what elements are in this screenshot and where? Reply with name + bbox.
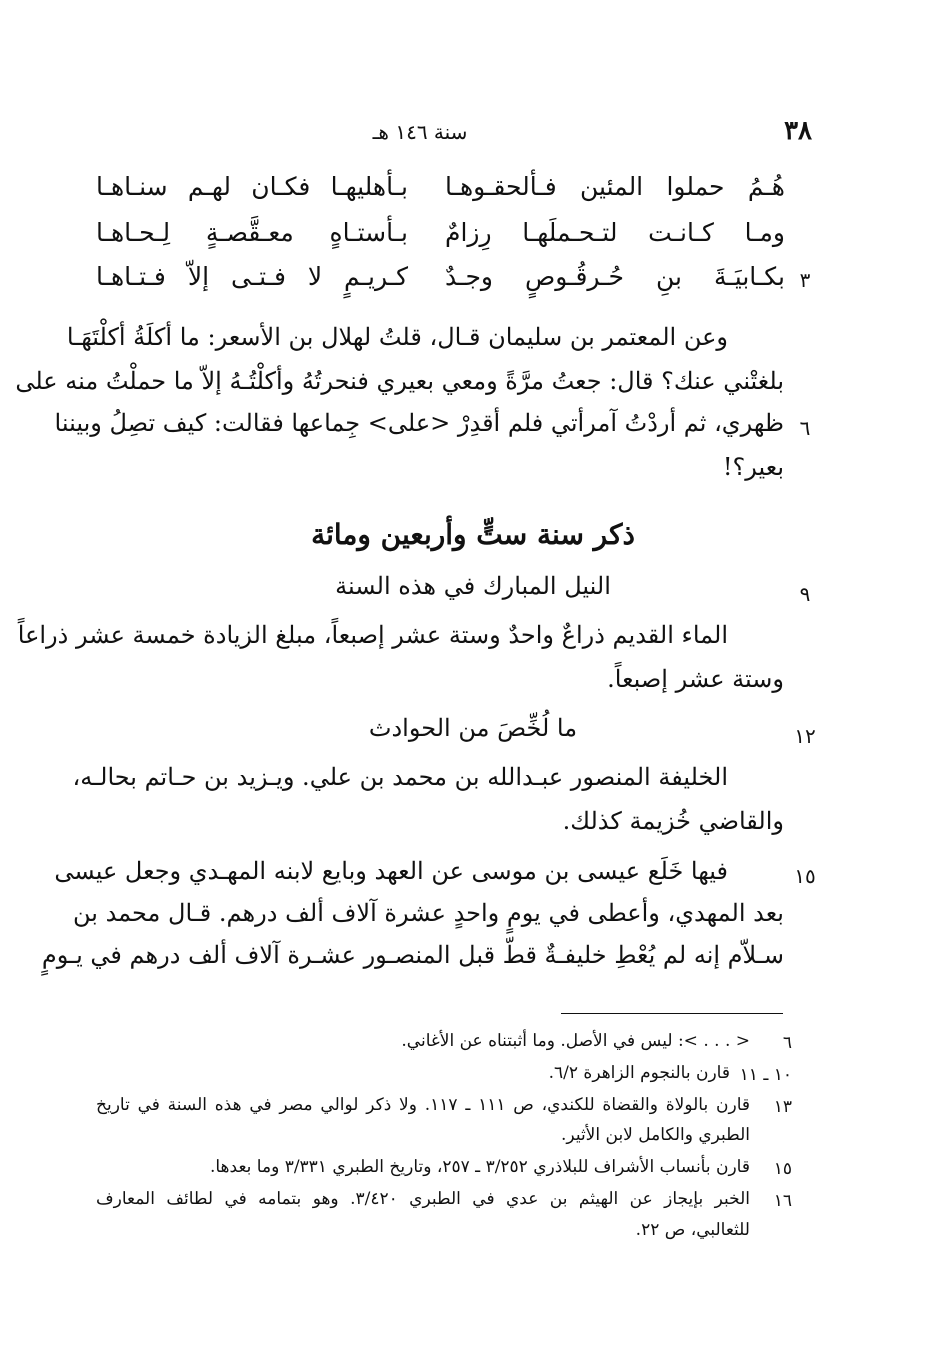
subheading-nile: النيل المبارك في هذه السنة (335, 572, 611, 600)
paragraph-line: الخليفة المنصور عبـدالله بن محمد بن علي. ويـزيد بن حـاتم بحالـه، (72, 763, 728, 791)
footnote-number: ١٠ ـ ١١ (739, 1065, 792, 1085)
paragraph-line: والقاضي خُزيمة كذلك. (562, 807, 784, 835)
poem-line-3-left: كـريـمٍ لا فـتـى إلاّ فـتـاهـا (96, 262, 408, 291)
line-number: ١٥ (794, 864, 816, 888)
paragraph-line: فيها خَلَع عيسى بن موسى عن العهد وبايع لابنه المهـدي وجعل عيسى (54, 857, 728, 885)
footnote-number: ١٥ (773, 1159, 792, 1179)
paragraph-line: ظهري، ثم أردْتُ آمرأتي فلم أقدِرْ <على> جِماعها فقالت: كيف تصِلُ وبيننا (54, 409, 784, 437)
paragraph-line: سـلاّم إنه لم يُعْطِ خليفـةٌ قطّ قبل المنصـور عشـرة آلاف ألف درهم في يـومٍ (41, 941, 784, 969)
footnote-number: ٦ (782, 1033, 792, 1053)
line-number: ١٢ (794, 724, 816, 748)
footnote-number: ١٣ (773, 1097, 792, 1117)
poem-line-3-right: بكـابيَـةَ بنِ حُـرقُـوصٍ وجـدٌ (445, 262, 785, 291)
footnote-text: قارن بالولاة والقضاة للكندي، ص ١١١ ـ ١١٧. ولا ذكر لوالي مصر في هذه السنة في تاريخ (96, 1095, 750, 1115)
footnote-rule (561, 1013, 783, 1014)
section-title: ذكر سنة ستٍّ وأربعين ومائة (311, 518, 635, 551)
paragraph-line: بعير؟! (722, 453, 784, 481)
footnote-text: الخبر بإيجاز عن الهيثم بن عدي في الطبري ٣/٤٢٠. وهو بتمامه في لطائف المعارف (96, 1189, 750, 1209)
subheading-events: ما لُخِّصَ من الحوادث (368, 714, 578, 742)
paragraph-line: بلغتْني عنك؟ قال: جعتُ مرَّةً ومعي بعيري فنحرتُهُ وأكلْتُـهُ إلاّ ما حملْتُ منه على (15, 367, 784, 395)
poem-line-1-right: هُـمُ حملوا المئين فـألحقـوهـا (445, 172, 785, 201)
footnote-text: الطبري والكامل لابن الأثير. (561, 1125, 750, 1145)
paragraph-line: الماء القديم ذراعٌ واحدٌ وستة عشر إصبعاً، مبلغ الزيادة خمسة عشر ذراعاً (17, 621, 728, 649)
paragraph-line: وستة عشر إصبعاً. (607, 665, 784, 693)
footnote-text: قارن بأنساب الأشراف للبلاذري ٣/٢٥٢ ـ ٢٥٧، وتاريخ الطبري ٣/٣٣١ وما بعدها. (209, 1157, 750, 1177)
paragraph-line: وعن المعتمر بن سليمان قـال، قلتُ لهلال بن الأسعر: ما أكلَةُ أكلْتَهَـا (66, 323, 728, 351)
poem-line-1-left: بـأهليهـا فكـان لهـم سنـاهـا (96, 172, 408, 201)
page-number: ٣٨ (784, 116, 812, 146)
footnote-text: قارن بالنجوم الزاهرة ٦/٢. (548, 1063, 730, 1083)
poem-line-2-right: ومـا كـانـت لتـحـملَهـا رِزامٌ (445, 218, 785, 247)
line-number: ٩ (799, 582, 811, 606)
footnote-text: < . . . >: ليس في الأصل. وما أثبتناه عن الأغاني. (401, 1031, 750, 1051)
paragraph-line: بعد المهدي، وأعطى في يومٍ واحدٍ عشرة آلاف ألف درهم. قـال محمد بن (73, 899, 784, 927)
footnote-text: للثعالبي، ص ٢٢. (635, 1220, 750, 1240)
line-number: ٦ (799, 416, 811, 440)
poem-line-2-left: بـأستـاهٍ معـقَّصـةٍ لِـحـاهـا (96, 218, 408, 247)
line-number: ٣ (799, 268, 811, 292)
footnote-number: ١٦ (773, 1191, 792, 1211)
running-head: سنة ١٤٦ هـ (372, 120, 468, 144)
